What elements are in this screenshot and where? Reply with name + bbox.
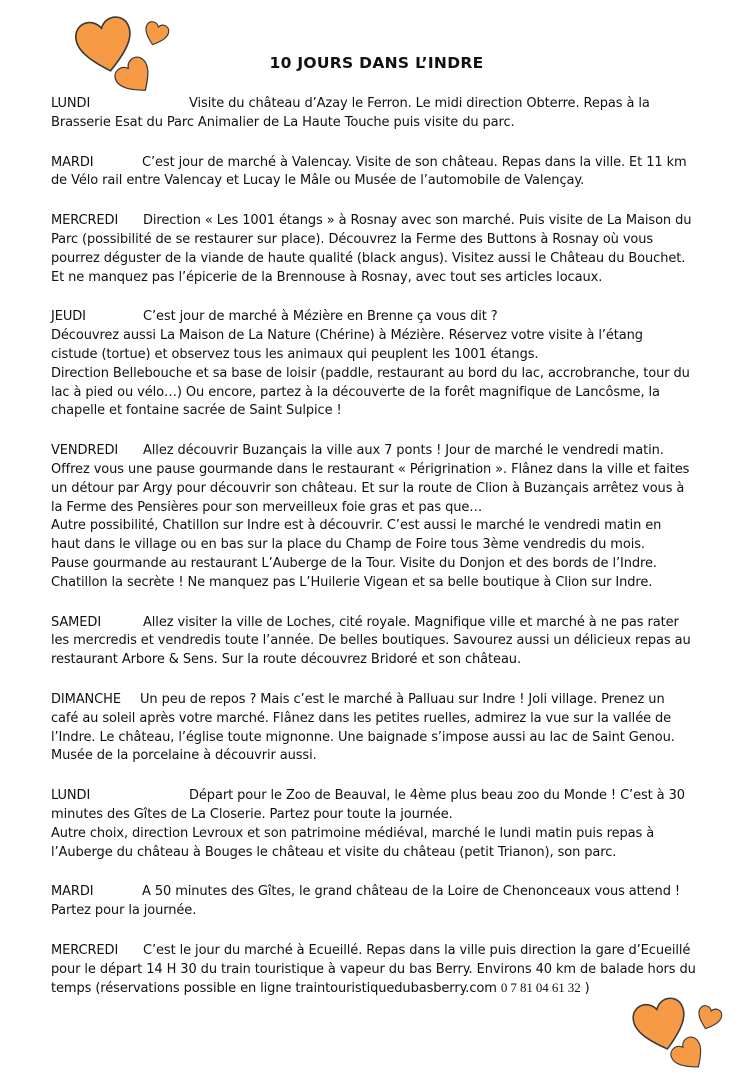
day-block-dimanche (51, 691, 713, 766)
text-line: Chatillon la secrète ! Ne manquez pas L’Huilerie Vigean et sa belle boutique à Clion sur Indre. (51, 574, 653, 590)
text-line: Parc (possibilité de se restaurer sur place). Découvrez la Ferme des Buttons à Rosnay où vous (51, 231, 654, 247)
text-line: un détour par Argy pour découvrir son château. Et sur la route de Clion à Buzançais arrêtez vous à (51, 480, 685, 496)
heart-medium-bottom-right (670, 1036, 708, 1074)
text-line: l’Auberge du château à Bouges le château et visite du château (petit Trianon), son parc. (51, 844, 617, 860)
text-line (51, 95, 713, 114)
text-line (51, 787, 713, 806)
description-text: C’est jour de marché à Valencay. Visite de son château. Repas dans la ville. Et 11 km (142, 154, 687, 170)
text-line (51, 212, 713, 231)
day-label: VENDREDI (51, 443, 119, 459)
text-line: café au soleil après votre marché. Flânez dans les petites ruelles, admirez la vue sur la vallée de (51, 710, 672, 726)
text-line: Et ne manquez pas l’épicerie de la Brennouse à Rosnay, avec tout ses articles locaux. (51, 269, 603, 285)
text-line: pourrez déguster de la viande de haute qualité (black angus). Visitez aussi le Château du Bouchet. (51, 250, 686, 266)
page-title: 10 JOURS DANS L’INDRE (269, 54, 484, 72)
text-line: l’Indre. Le château, l’église toute mignonne. Une baignade s’impose aussi au lac de Saint Genou. (51, 729, 675, 745)
description-text: Visite du château d’Azay le Ferron. Le midi direction Obterre. Repas à la (189, 96, 650, 111)
day-label: MERCREDI (51, 213, 119, 229)
text-line: haut dans le village ou en bas sur la place du Champ de Foire tous 3ème vendredis du mois. (51, 537, 645, 553)
text-line (51, 979, 713, 999)
text-line: chapelle et fontaine sacrée de Saint Sulpice ! (51, 403, 342, 419)
description-text: Départ pour le Zoo de Beauval, le 4ème plus beau zoo du Monde ! C’est à 30 (189, 788, 685, 804)
description-text: Un peu de repos ? Mais c’est le marché à Palluau sur Indre ! Joli village. Prenez un (140, 691, 665, 707)
text-line: restaurant Arbore & Sens. Sur la route découvrez Bridoré et son château. (51, 652, 521, 668)
day-block-vendredi (51, 442, 713, 592)
text-line: Musée de la porcelaine à découvrir aussi. (51, 748, 317, 764)
closing-text: ) (580, 981, 590, 997)
text-line: Pause gourmande au restaurant L’Auberge de la Tour. Visite du Donjon et des bords de l’Indre. (51, 555, 657, 571)
day-block-mercredi-2 (51, 942, 713, 999)
text-line: Offrez vous une pause gourmande dans le restaurant « Périgrination ». Flânez dans la ville et faites (51, 461, 690, 477)
day-block-lundi-2 (51, 787, 713, 862)
text-line (51, 942, 713, 961)
heart-icon (142, 20, 170, 48)
day-block-lundi-1 (51, 95, 713, 133)
text-line (51, 691, 713, 710)
text-line: la Ferme des Pensières pour son merveilleux foie gras et pas que… (51, 499, 483, 515)
day-block-samedi (51, 614, 713, 670)
text-line: Partez pour la journée. (51, 903, 197, 919)
day-label: DIMANCHE (51, 691, 121, 707)
text-line: Brasserie Esat du Parc Animalier de La Haute Touche puis visite du parc. (51, 114, 515, 130)
description-text: A 50 minutes des Gîtes, le grand château de la Loire de Chenonceaux vous attend ! (142, 884, 680, 900)
text-line (51, 614, 713, 633)
day-block-mardi-1 (51, 154, 713, 192)
text-line (51, 883, 713, 902)
text-line: Direction Bellebouche et sa base de loisir (paddle, restaurant au bord du lac, accrobranche, tour du (51, 365, 690, 381)
day-label: MARDI (51, 884, 94, 900)
itinerary (51, 95, 713, 1020)
day-label: SAMEDI (51, 614, 102, 630)
description-text: C’est jour de marché à Mézière en Brenne ça vous dit ? (143, 309, 498, 325)
text-line: cistude (tortue) et observez tous les animaux qui peuplent les 1001 étangs. (51, 346, 539, 362)
description-text: temps (réservations possible en ligne traintouristiquedubasberry.com (51, 981, 501, 997)
day-block-mercredi-1 (51, 212, 713, 287)
day-label: LUNDI (51, 788, 91, 804)
day-label: MARDI (51, 154, 94, 170)
description-text: Direction « Les 1001 étangs » à Rosnay avec son marché. Puis visite de La Maison du (143, 213, 692, 229)
text-line (51, 442, 713, 461)
text-line: Autre possibilité, Chatillon sur Indre est à découvrir. C’est aussi le marché le vendredi matin en (51, 518, 662, 534)
day-label: MERCREDI (51, 942, 119, 958)
heart-icon (670, 1036, 708, 1074)
day-label: LUNDI (51, 96, 91, 111)
heart-small-top-right (142, 20, 170, 48)
text-line: Découvrez aussi La Maison de La Nature (Chérine) à Mézière. Réservez votre visite à l’étang (51, 328, 643, 344)
text-line: lac à pied ou vélo…) Ou encore, partez à la découverte de la forêt magnifique de Lancôsme, la (51, 384, 660, 400)
description-text: Allez découvrir Buzançais la ville aux 7 ponts ! Jour de marché le vendredi matin. (143, 443, 664, 459)
description-text: Allez visiter la ville de Loches, cité royale. Magnifique ville et marché à ne pas rater (143, 614, 679, 630)
day-block-jeudi (51, 308, 713, 421)
text-line (51, 308, 713, 327)
text-line: Autre choix, direction Levroux et son patrimoine médiéval, marché le lundi matin puis repas à (51, 825, 655, 841)
text-line: les mercredis et vendredis toute l’année. De belles boutiques. Savourez aussi un délicieux repas au (51, 633, 691, 649)
text-line: minutes des Gîtes de La Closerie. Partez pour toute la journée. (51, 806, 453, 822)
day-label: JEUDI (51, 309, 86, 325)
phone-number: 0 7 81 04 61 32 (500, 980, 581, 996)
text-line (51, 154, 713, 173)
description-text: C’est le jour du marché à Ecueillé. Repas dans la ville puis direction la gare d’Ecueillé (143, 942, 691, 958)
text-line: de Vélo rail entre Valencay et Lucay le Mâle ou Musée de l’automobile de Valençay. (51, 173, 585, 189)
text-line: pour le départ 14 H 30 du train touristique à vapeur du bas Berry. Environs 40 km de balade hors du (51, 961, 696, 977)
day-block-mardi-2 (51, 883, 713, 921)
